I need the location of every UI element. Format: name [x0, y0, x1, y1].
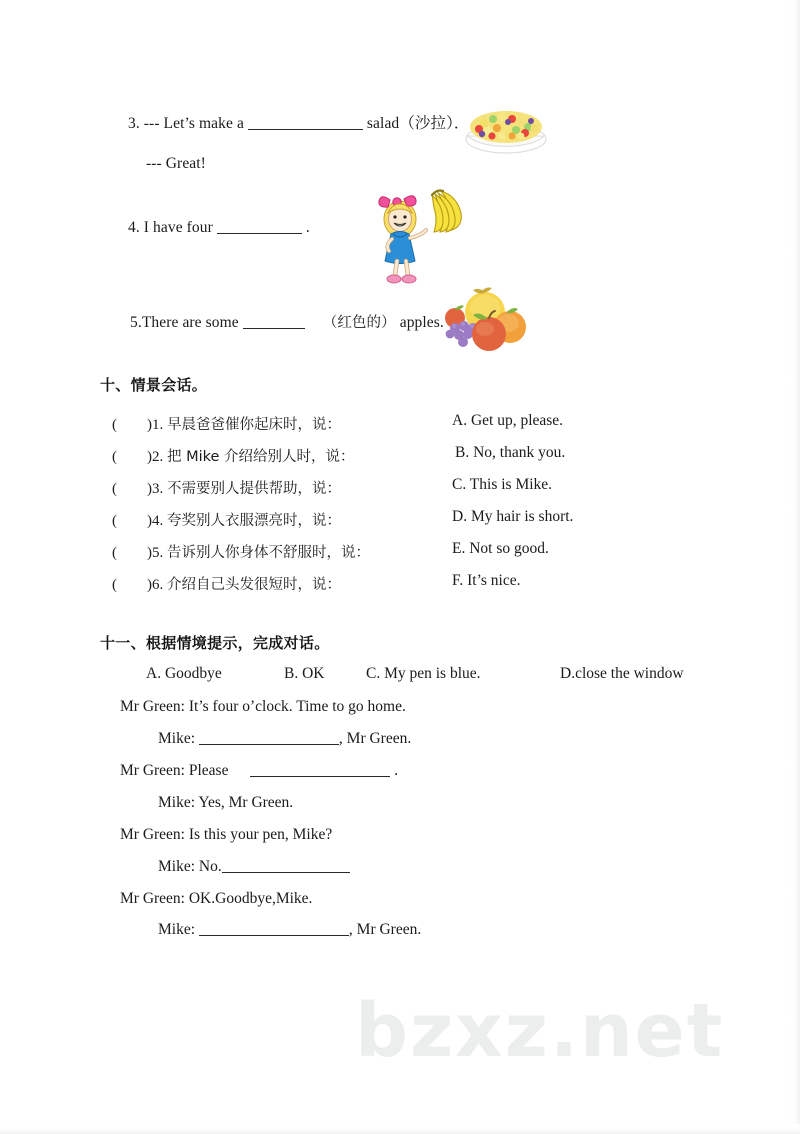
dialogue-line-8-blank[interactable] [199, 935, 349, 936]
match-item-3[interactable] [112, 477, 341, 498]
dialogue-line-6-speaker: Mike: No. [158, 858, 222, 875]
dialogue-line-5: Mr Green: Is this your pen, Mike? [120, 826, 333, 843]
option-c[interactable]: C. My pen is blue. [366, 665, 481, 682]
dialogue-line-8-suffix: , Mr Green. [348, 921, 422, 938]
question-3-suffix: salad（沙拉）． [366, 115, 470, 132]
match-item-1[interactable] [112, 413, 341, 434]
match-answer-b[interactable]: B. No, thank you. [455, 444, 566, 461]
section-eleven-heading: 十一、根据情境提示，完成对话。 [100, 634, 330, 652]
match-item-6-prompt: 介绍自己头发很短时，说： [167, 577, 341, 593]
match-answer-c[interactable]: C. This is Mike. [452, 476, 553, 493]
match-item-3-prompt: 不需要别人提供帮助，说： [167, 481, 341, 497]
dialogue-line-8-speaker: Mike: [158, 921, 196, 938]
page-edge-bottom [0, 1124, 800, 1134]
dialogue-line-3 [120, 762, 398, 780]
site-watermark: bzxz.net [355, 988, 725, 1074]
option-b[interactable]: B. OK [284, 665, 325, 682]
match-item-4-close-paren: )4. [147, 513, 164, 529]
question-3-prefix: 3. --- Let’s make a [128, 115, 244, 132]
dialogue-line-3-speaker: Mr Green: Please [120, 762, 229, 779]
dialogue-line-6 [158, 858, 350, 876]
question-5-suffix: apples. [399, 314, 444, 331]
match-answer-e[interactable]: E. Not so good. [452, 540, 549, 557]
question-5-hint: （红色的） [322, 315, 396, 331]
assorted-fruits-image [437, 282, 533, 354]
match-item-6-open-paren: ( [112, 577, 117, 593]
dialogue-line-2-suffix: , Mr Green. [338, 730, 412, 747]
question-4-suffix: . [305, 219, 310, 236]
match-item-1-open-paren: ( [112, 417, 117, 433]
match-answer-d[interactable]: D. My hair is short. [452, 508, 574, 525]
match-item-6[interactable] [112, 573, 341, 594]
match-item-1-prompt: 早晨爸爸催你起床时，说： [167, 417, 341, 433]
dialogue-line-2-blank[interactable] [199, 744, 339, 745]
dialogue-line-2-speaker: Mike: [158, 730, 196, 747]
match-item-4-open-paren: ( [112, 513, 117, 529]
question-3-blank[interactable] [248, 129, 363, 130]
question-4-blank[interactable] [217, 233, 302, 234]
section-ten-heading: 十、情景会话。 [100, 376, 208, 394]
question-4-prefix: 4. I have four [128, 219, 213, 236]
dialogue-line-2 [158, 730, 411, 748]
girl-with-bananas-image [367, 183, 471, 287]
match-item-3-open-paren: ( [112, 481, 117, 497]
dialogue-line-7: Mr Green: OK.Goodbye,Mike. [120, 890, 313, 907]
page-edge-right [790, 0, 800, 1134]
fruit-salad-bowl-image [464, 103, 548, 155]
option-a[interactable]: A. Goodbye [146, 665, 222, 682]
match-item-4-prompt: 夸奖别人衣服漂亮时，说： [167, 513, 341, 529]
question-4-line [128, 219, 310, 236]
match-item-1-close-paren: )1. [147, 417, 164, 433]
match-answer-a[interactable]: A. Get up, please. [452, 412, 564, 429]
option-d[interactable]: D.close the window [560, 665, 684, 682]
question-3-line [128, 115, 470, 132]
match-item-6-close-paren: )6. [147, 577, 164, 593]
match-item-2-prompt: 把 Mike 介绍给别人时，说： [167, 449, 355, 465]
question-5-blank[interactable] [243, 328, 305, 329]
match-item-2[interactable] [112, 445, 355, 466]
match-item-5-prompt: 告诉别人你身体不舒服时，说： [167, 545, 370, 561]
section-eleven-options [0, 665, 800, 687]
question-5-line [130, 314, 444, 332]
question-3-reply: --- Great! [146, 155, 206, 172]
match-item-4[interactable] [112, 509, 341, 530]
match-item-5-close-paren: )5. [147, 545, 164, 561]
dialogue-line-1: Mr Green: It’s four o’clock. Time to go home. [120, 698, 406, 715]
dialogue-line-3-suffix: . [394, 762, 399, 779]
match-answer-f[interactable]: F. It’s nice. [452, 572, 521, 589]
dialogue-line-3-blank[interactable] [250, 776, 390, 777]
dialogue-line-6-blank[interactable] [222, 872, 350, 873]
dialogue-line-4: Mike: Yes, Mr Green. [158, 794, 294, 811]
match-item-2-close-paren: )2. [147, 449, 164, 465]
match-item-5[interactable] [112, 541, 370, 562]
question-5-prefix: 5.There are some [130, 314, 239, 331]
match-item-5-open-paren: ( [112, 545, 117, 561]
match-item-3-close-paren: )3. [147, 481, 164, 497]
match-item-2-open-paren: ( [112, 449, 117, 465]
dialogue-line-8 [158, 921, 421, 939]
